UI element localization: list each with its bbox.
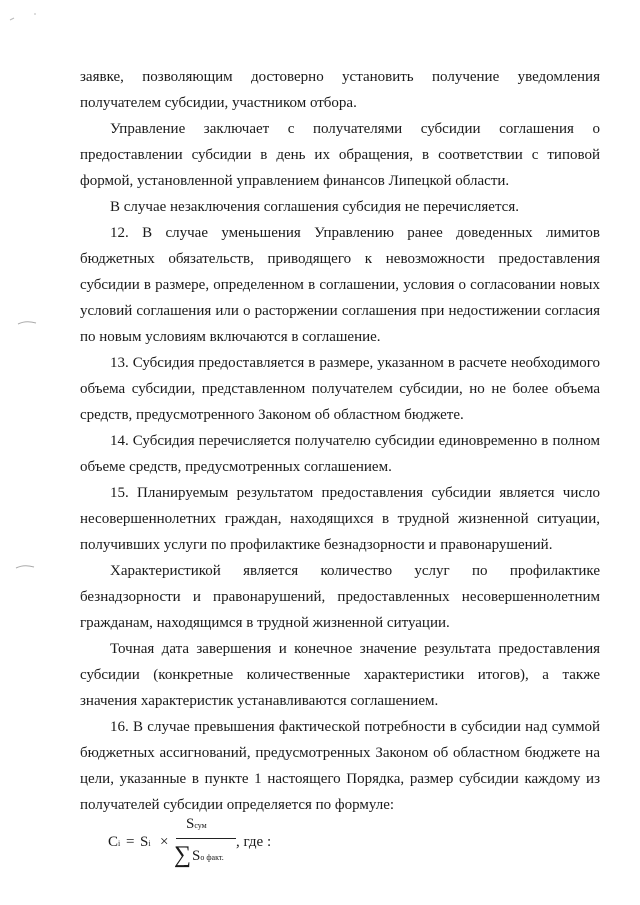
- paragraph-non-conclusion: В случае незаключения соглашения субсидия не перечисляется.: [110, 199, 519, 215]
- formula-numerator: Sсум: [186, 816, 207, 832]
- formula-times: ×: [160, 834, 169, 850]
- formula-equals: =: [126, 834, 135, 850]
- paragraph-16: 16. В случае превышения фактической потребности в субсидии над суммой бюджетных ассигнований, предусмотренных Законом об областном бюджете на цели, указанные в пункте 1 настоящего Порядка, размер субсидии каждому из получателей субсидии определяется по формуле:: [80, 719, 600, 813]
- formula-tail: , где :: [236, 834, 272, 850]
- paragraph-14: 14. Субсидия перечисляется получателю субсидии единовременно в полном объеме средств, предусмотренных соглашением.: [80, 433, 600, 475]
- formula-denominator-sub: о факт.: [200, 853, 224, 862]
- paragraph-agreement: Управление заключает с получателями субсидии соглашения о предоставлении субсидии в день их обращения, в соответствии с типовой формой, установленной управлением финансов Липецкой области.: [80, 121, 600, 189]
- scan-mark-left-2: [12, 562, 42, 572]
- scan-mark-top: [4, 8, 44, 28]
- paragraph-continuation: заявке, позволяющим достоверно установить получение уведомления получателем субсидии, участником отбора.: [80, 69, 600, 111]
- fraction-bar: [176, 838, 236, 839]
- formula-s: Si: [140, 834, 151, 850]
- paragraph-13: 13. Субсидия предоставляется в размере, указанном в расчете необходимого объема субсидии, представленном получателем субсидии, но не более объема средств, предусмотренного Законом об областном бюджете.: [80, 355, 600, 423]
- formula-lhs-sub: i: [118, 839, 121, 848]
- formula-numerator-sub: сум: [194, 821, 207, 830]
- paragraph-characteristic: Характеристикой является количество услуг по профилактике безнадзорности и правонарушений, предоставленных несовершеннолетним гражданам, находящимся в трудной жизненной ситуации.: [80, 563, 600, 631]
- scan-mark-left-1: [14, 318, 44, 328]
- subsidy-formula: [80, 812, 380, 882]
- paragraph-12: 12. В случае уменьшения Управлению ранее доведенных лимитов бюджетных обязательств, приводящего к невозможности предоставления субсидии в размере, определенном в соглашении, условия о согласовании новых условий соглашения или о расторжении соглашения при недостижении согласия по новым условиям включаются в соглашение.: [80, 225, 600, 345]
- formula-s-sub: i: [148, 839, 151, 848]
- paragraph-exact-date: Точная дата завершения и конечное значение результата предоставления субсидии (конкретные количественные характеристики итогов), а также значения характеристик устанавливаются соглашением.: [80, 641, 600, 709]
- paragraph-15: 15. Планируемым результатом предоставления субсидии является число несовершеннолетних граждан, находящихся в трудной жизненной ситуации, получивших услуги по профилактике безнадзорности и правонарушений.: [80, 485, 600, 553]
- formula-sigma: ∑: [174, 842, 192, 868]
- formula-lhs: Ci: [108, 834, 121, 850]
- formula-denominator: Sо факт.: [192, 848, 224, 864]
